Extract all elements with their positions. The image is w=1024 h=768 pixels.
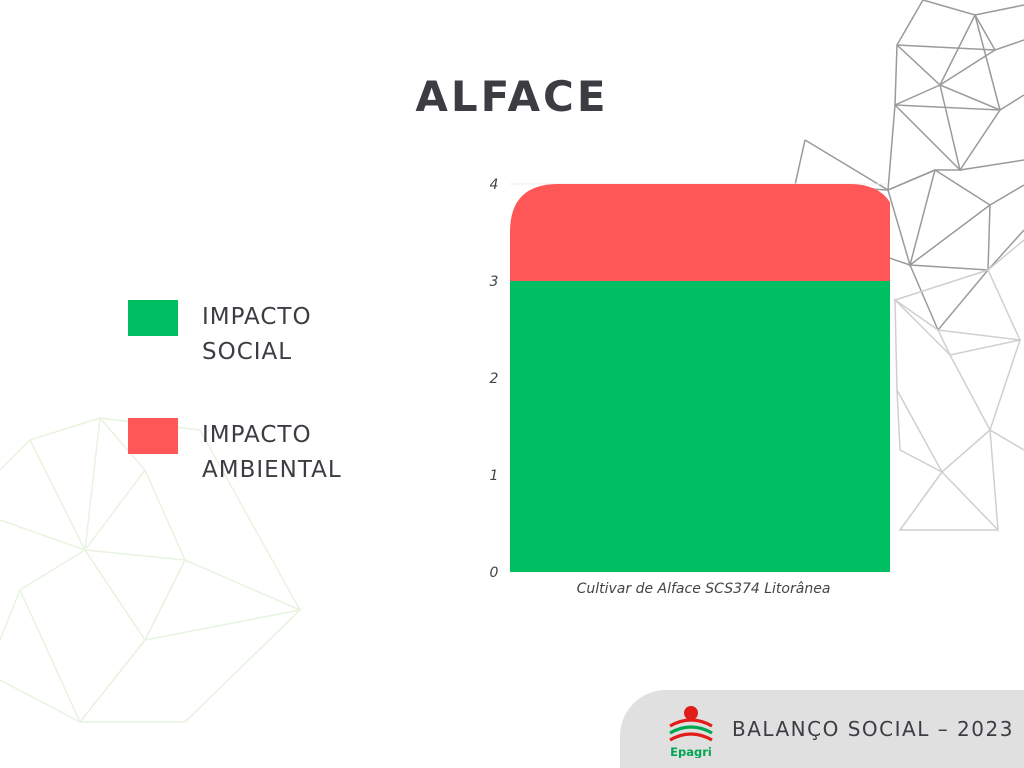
page-title: ALFACE xyxy=(415,72,609,121)
stacked-bar-chart xyxy=(470,160,890,610)
y-tick-label: 1 xyxy=(489,468,499,484)
legend-swatch-ambiental xyxy=(128,418,178,454)
footer-text: BALANÇO SOCIAL – 2023 xyxy=(732,717,1014,741)
legend-swatch-social xyxy=(128,300,178,336)
x-category-label: Cultivar de Alface SCS374 Litorânea xyxy=(576,581,831,597)
y-tick-label: 4 xyxy=(489,177,499,193)
footer-banner xyxy=(620,690,1024,768)
logo-text: Epagri xyxy=(670,745,712,758)
y-tick-label: 3 xyxy=(489,274,499,290)
chart-bars xyxy=(510,184,890,572)
y-tick-label: 0 xyxy=(489,565,499,581)
epagri-logo-icon xyxy=(664,704,718,758)
bar-segment-impacto-social xyxy=(510,281,890,572)
x-axis-categories xyxy=(577,581,831,597)
y-tick-label: 2 xyxy=(489,371,499,387)
legend-label-social: IMPACTO SOCIAL xyxy=(202,304,312,365)
legend-label-ambiental: IMPACTO AMBIENTAL xyxy=(202,422,342,483)
bar-segment-impacto-ambiental xyxy=(510,184,890,281)
y-axis-ticks xyxy=(490,177,499,581)
